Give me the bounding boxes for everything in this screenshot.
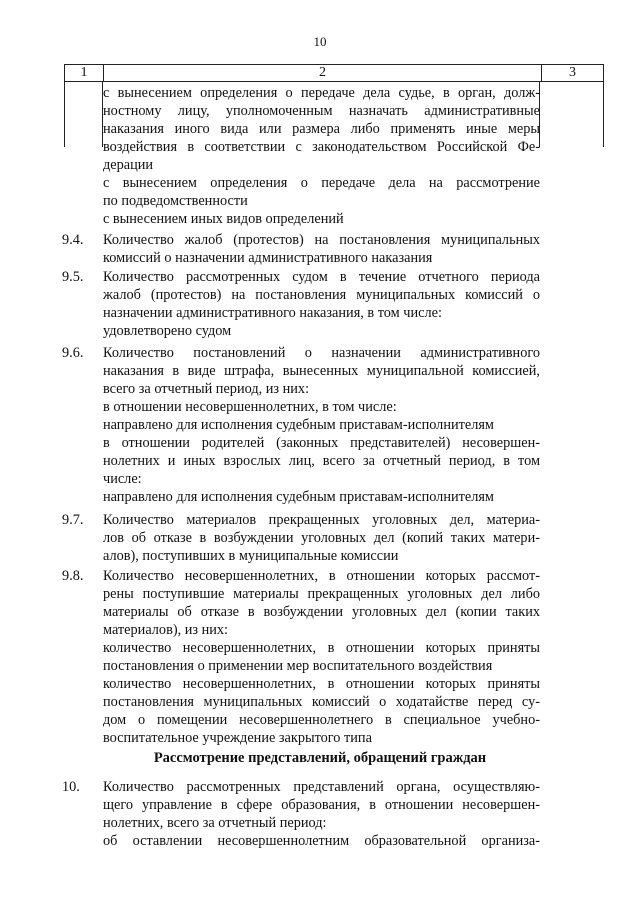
text-line: наказания в виде штрафа, вынесенных муниципальной комиссией,: [103, 363, 540, 379]
table-header: [64, 64, 604, 82]
item-number: 9.4.: [62, 232, 84, 248]
item-number: 10.: [62, 779, 80, 795]
header-col-3: 3: [569, 65, 576, 80]
item-text: [103, 778, 540, 850]
text-line: лов об отказе в возбуждении уголовных дел (копий таких матери-: [103, 530, 540, 546]
text-line: по подведомственности: [103, 193, 248, 209]
header-col-2: 2: [104, 65, 542, 81]
text-line: Количество несовершеннолетних, в отношении которых рассмот-: [103, 568, 540, 584]
text-line: Количество жалоб (протестов) на постановления муниципальных: [103, 232, 540, 248]
text-line: в отношении несовершеннолетних, в том числе:: [103, 399, 397, 415]
text-line: количество несовершеннолетних, в отношении которых приняты: [103, 640, 540, 656]
text-line: направлено для исполнения судебным приставам-исполнителям: [103, 489, 494, 505]
text-line: наказания иного вида или размера либо применять иные меры: [103, 121, 540, 137]
text-line: с вынесением иных видов определений: [103, 211, 344, 227]
text-line: рены поступившие материалы прекращенных уголовных дел либо: [103, 586, 540, 602]
text-line: числе:: [103, 471, 142, 487]
table-right-border: [603, 82, 604, 147]
text-line: алов), поступивших в муниципальные комиссии: [103, 548, 399, 564]
text-line: дерации: [103, 157, 154, 173]
item-number: 9.8.: [62, 568, 84, 584]
text-line: количество несовершеннолетних, в отношении которых приняты: [103, 676, 540, 692]
item-text: [103, 344, 540, 506]
text-line: дом о помещении несовершеннолетнего в специальное учебно-: [103, 712, 540, 728]
text-line: постановления муниципальных комиссий о ходатайстве перед су-: [103, 694, 540, 710]
item-text: [103, 511, 540, 565]
text-line: в отношении родителей (законных представителей) несовершен-: [103, 435, 540, 451]
text-line: материалов), из них:: [103, 622, 229, 638]
text-line: с вынесением определения о передаче дела на рассмотрение: [103, 175, 540, 191]
section-title: Рассмотрение представлений, обращений граждан: [153, 750, 487, 766]
text-line: Количество рассмотренных судом в течение отчетного периода: [103, 269, 540, 285]
text-line: воздействия в соответствии с законодательством Российской Фе-: [103, 139, 540, 155]
item-text: [103, 268, 540, 340]
text-line: воспитательное учреждение закрытого типа: [103, 730, 372, 746]
text-line: Количество постановлений о назначении административного: [103, 345, 540, 361]
text-line: нолетних и иных взрослых лиц, всего за отчетный период, в том: [103, 453, 540, 469]
text-line: Количество материалов прекращенных уголовных дел, материа-: [103, 512, 540, 528]
item-number: 9.7.: [62, 512, 84, 528]
text-line: всего за отчетный период, из них:: [103, 381, 310, 397]
header-col-1: 1: [65, 65, 104, 81]
page-number: 10: [313, 34, 327, 49]
text-line: щего управление в сфере образования, в отношении несовершен-: [103, 797, 540, 813]
text-line: жалоб (протестов) на постановления муниципальных комиссий о: [103, 287, 540, 303]
continuation-text: [103, 84, 540, 228]
text-line: материалы об отказе в возбуждении уголовных дел (копии таких: [103, 604, 540, 620]
text-line: ностному лицу, уполномоченным назначать административные: [103, 103, 540, 119]
text-line: с вынесением определения о передаче дела судье, в орган, долж-: [103, 85, 540, 101]
table-left-border: [64, 82, 65, 147]
item-number: 9.6.: [62, 345, 84, 361]
item-text: [103, 231, 540, 267]
text-line: назначении административного наказания, в том числе:: [103, 305, 442, 321]
text-line: нолетних, всего за отчетный период:: [103, 815, 327, 831]
item-number: 9.5.: [62, 269, 84, 285]
text-line: постановления о применении мер воспитательного воздействия: [103, 658, 493, 674]
text-line: направлено для исполнения судебным приставам-исполнителям: [103, 417, 494, 433]
text-line: об оставлении несовершеннолетним образовательной организа-: [103, 833, 540, 849]
text-line: комиссий о назначении административного наказания: [103, 250, 433, 266]
item-text: [103, 567, 540, 747]
text-line: удовлетворено судом: [103, 323, 232, 339]
text-line: Количество рассмотренных представлений органа, осуществляю-: [103, 779, 540, 795]
